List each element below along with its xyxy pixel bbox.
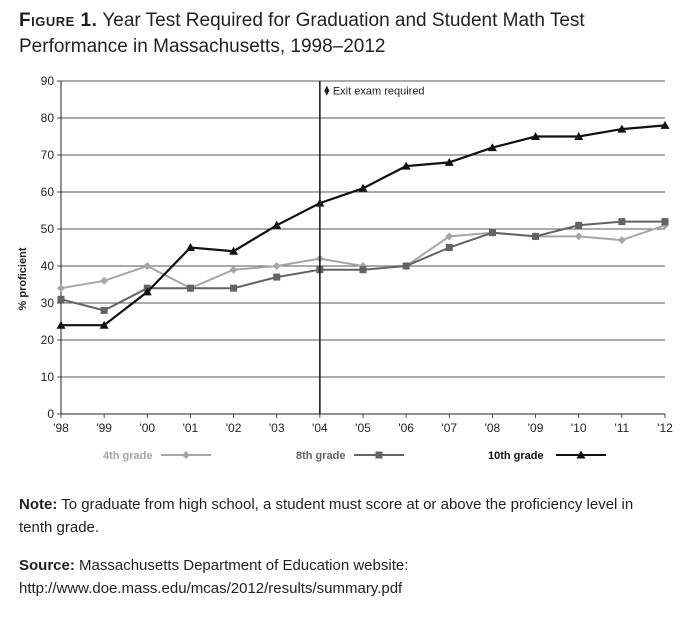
series-lines bbox=[57, 121, 670, 329]
y-tick-label: 60 bbox=[40, 185, 54, 199]
x-tick-label: '01 bbox=[182, 421, 199, 435]
note bbox=[19, 493, 669, 539]
data-point-4th-grade bbox=[100, 277, 108, 285]
gridlines bbox=[61, 81, 665, 377]
x-tick-label: '11 bbox=[614, 421, 630, 435]
figure-title bbox=[19, 8, 679, 60]
figure-title-line1: Year Test Required for Graduation and Student Math Test bbox=[102, 10, 585, 31]
axes bbox=[41, 74, 674, 435]
x-tick-label: '98 bbox=[53, 421, 69, 435]
x-tick-label: '03 bbox=[268, 421, 285, 435]
y-tick-label: 90 bbox=[40, 74, 54, 88]
data-point-8th-grade bbox=[187, 285, 194, 292]
legend-label-8th-grade: 8th grade bbox=[296, 450, 346, 462]
exit-exam-annotation-label: Exit exam required bbox=[332, 85, 425, 98]
x-tick-label: '05 bbox=[355, 421, 371, 435]
x-tick-label: '08 bbox=[484, 421, 501, 435]
y-tick-label: 20 bbox=[40, 333, 54, 347]
data-point-8th-grade bbox=[273, 274, 280, 281]
data-point-8th-grade bbox=[360, 266, 367, 273]
y-tick-label: 50 bbox=[40, 222, 54, 236]
y-tick-label: 30 bbox=[40, 296, 54, 310]
exit-exam-marker-icon bbox=[324, 86, 329, 96]
data-point-4th-grade bbox=[575, 232, 583, 240]
data-point-8th-grade bbox=[230, 285, 237, 292]
data-point-8th-grade bbox=[489, 229, 496, 236]
figure-label: Figure 1. bbox=[19, 10, 98, 31]
note-label: Note: bbox=[19, 496, 58, 513]
data-point-8th-grade bbox=[618, 218, 625, 225]
figure-title-line2: Performance in Massachusetts, 1998–2012 bbox=[19, 36, 386, 57]
data-point-8th-grade bbox=[101, 307, 108, 314]
legend-label-10th-grade: 10th grade bbox=[488, 450, 544, 462]
x-tick-label: '99 bbox=[96, 421, 112, 435]
line-chart bbox=[0, 66, 690, 476]
x-tick-label: '10 bbox=[570, 421, 587, 435]
annotation bbox=[320, 81, 425, 414]
legend-marker-4th-grade bbox=[182, 451, 190, 459]
y-axis-label: % proficient bbox=[17, 247, 29, 311]
x-tick-label: '07 bbox=[441, 421, 458, 435]
x-tick-label: '06 bbox=[398, 421, 414, 435]
data-point-8th-grade bbox=[403, 263, 410, 270]
legend bbox=[103, 450, 606, 462]
y-tick-label: 40 bbox=[40, 259, 54, 273]
series-line-4th-grade bbox=[61, 225, 665, 288]
data-point-8th-grade bbox=[662, 218, 669, 225]
y-tick-label: 70 bbox=[40, 148, 54, 162]
x-tick-label: '04 bbox=[312, 421, 328, 435]
source-label: Source: bbox=[19, 557, 75, 574]
y-tick-label: 0 bbox=[47, 407, 54, 421]
data-point-8th-grade bbox=[575, 222, 582, 229]
data-point-8th-grade bbox=[446, 244, 453, 251]
data-point-4th-grade bbox=[143, 262, 151, 270]
y-tick-label: 80 bbox=[40, 111, 54, 125]
source-text: Massachusetts Department of Education website: http://www.doe.mass.edu/mcas/2012/results/summary.pdf bbox=[19, 557, 409, 597]
legend-marker-8th-grade bbox=[376, 452, 383, 459]
data-point-4th-grade bbox=[57, 284, 65, 292]
data-point-4th-grade bbox=[273, 262, 281, 270]
x-tick-label: '02 bbox=[225, 421, 242, 435]
x-tick-label: '09 bbox=[527, 421, 544, 435]
x-tick-label: '12 bbox=[657, 421, 673, 435]
legend-label-4th-grade: 4th grade bbox=[103, 450, 153, 462]
x-tick-label: '00 bbox=[139, 421, 156, 435]
data-point-8th-grade bbox=[532, 233, 539, 240]
data-point-4th-grade bbox=[618, 236, 626, 244]
data-point-8th-grade bbox=[58, 296, 65, 303]
y-tick-label: 10 bbox=[40, 370, 54, 384]
source bbox=[19, 554, 669, 600]
note-text: To graduate from high school, a student must score at or above the proficiency level in tenth grade. bbox=[19, 496, 634, 536]
data-point-4th-grade bbox=[230, 266, 238, 274]
